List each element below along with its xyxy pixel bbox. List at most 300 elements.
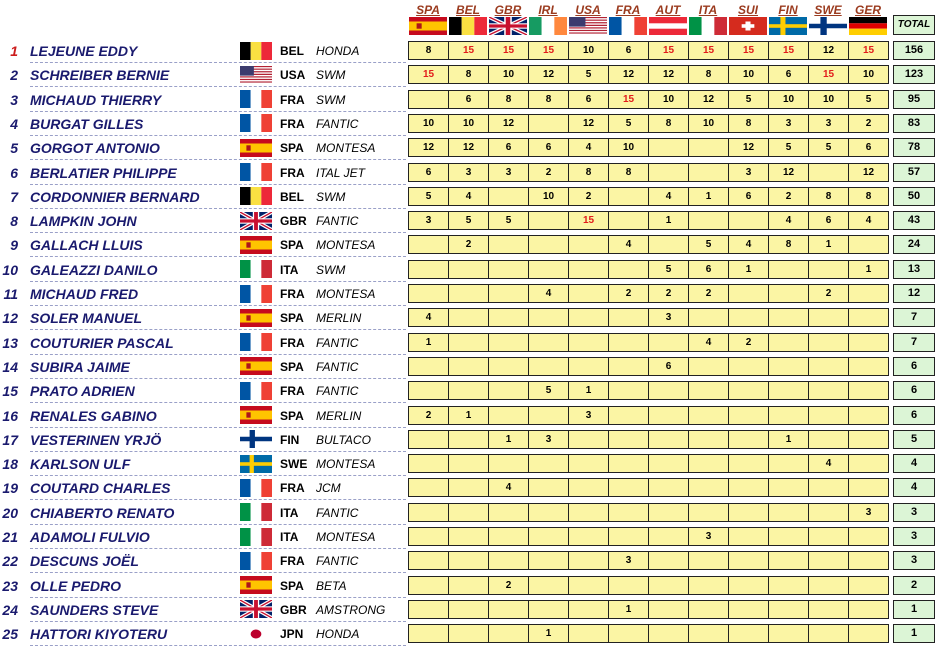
points-cell: 1 bbox=[688, 187, 729, 206]
points-cell: 6 bbox=[688, 260, 729, 279]
total-cell: 1 bbox=[893, 624, 935, 643]
nationality-code: FRA bbox=[280, 384, 305, 399]
points-cell bbox=[448, 527, 489, 546]
total-cell: 50 bbox=[893, 187, 935, 206]
points-cell: 12 bbox=[408, 138, 449, 157]
points-cell bbox=[848, 333, 889, 352]
points-cell: 8 bbox=[648, 114, 689, 133]
points-cell bbox=[728, 211, 769, 230]
rider-name: RENALES GABINO bbox=[30, 407, 157, 424]
italy-flag-icon bbox=[689, 17, 727, 35]
points-cell bbox=[568, 551, 609, 570]
points-cell: 3 bbox=[728, 163, 769, 182]
rider-name: GORGOT ANTONIO bbox=[30, 140, 160, 157]
germany-flag-icon bbox=[849, 17, 887, 35]
points-cell bbox=[648, 235, 689, 254]
points-cell bbox=[688, 454, 729, 473]
points-cell bbox=[608, 478, 649, 497]
points-cell: 4 bbox=[688, 333, 729, 352]
points-cell bbox=[408, 527, 449, 546]
japan-flag-icon bbox=[240, 625, 272, 643]
points-cell bbox=[568, 284, 609, 303]
rider-name: MICHAUD FRED bbox=[30, 286, 139, 302]
points-cell: 1 bbox=[648, 211, 689, 230]
motorcycle-make: MONTESA bbox=[316, 530, 376, 544]
points-cell bbox=[408, 260, 449, 279]
points-cell: 2 bbox=[448, 235, 489, 254]
round-header-usa: USA bbox=[575, 3, 601, 17]
points-cell: 2 bbox=[488, 576, 529, 595]
nationality-code: BEL bbox=[280, 44, 304, 58]
motorcycle-make: FANTIC bbox=[316, 116, 359, 131]
points-cell bbox=[488, 454, 529, 473]
points-cell bbox=[488, 187, 529, 206]
points-cell bbox=[648, 503, 689, 522]
points-cell bbox=[488, 624, 529, 643]
points-cell bbox=[848, 284, 889, 303]
points-cell bbox=[688, 357, 729, 376]
points-cell bbox=[728, 381, 769, 400]
points-cell bbox=[528, 406, 569, 425]
points-cell: 2 bbox=[848, 114, 889, 133]
nationality-code: SPA bbox=[280, 311, 304, 326]
motorcycle-make: SWM bbox=[316, 189, 346, 204]
points-cell bbox=[808, 478, 849, 497]
total-cell: 57 bbox=[893, 163, 935, 182]
finland-flag-icon bbox=[240, 430, 272, 448]
motorcycle-make: MONTESA bbox=[316, 238, 376, 253]
round-header-aut: AUT bbox=[655, 3, 681, 17]
points-cell: 15 bbox=[688, 41, 729, 60]
points-cell bbox=[608, 430, 649, 449]
motorcycle-make: FANTIC bbox=[316, 554, 359, 569]
points-cell: 12 bbox=[808, 41, 849, 60]
rider-name: COUTARD CHARLES bbox=[30, 480, 171, 497]
points-cell bbox=[528, 260, 569, 279]
points-cell bbox=[848, 600, 889, 619]
motorcycle-make: FANTIC bbox=[316, 214, 359, 229]
points-cell: 2 bbox=[648, 284, 689, 303]
points-cell: 6 bbox=[408, 163, 449, 182]
spain-flag-icon bbox=[240, 139, 272, 157]
points-cell: 2 bbox=[528, 163, 569, 182]
points-cell: 1 bbox=[408, 333, 449, 352]
points-cell: 1 bbox=[728, 260, 769, 279]
round-header-fin: FIN bbox=[778, 3, 798, 17]
points-cell bbox=[688, 551, 729, 570]
rank-number: 9 bbox=[10, 237, 18, 254]
points-cell: 2 bbox=[808, 284, 849, 303]
points-cell bbox=[768, 333, 809, 352]
rider-name: SCHREIBER BERNIE bbox=[30, 67, 170, 84]
points-cell bbox=[768, 454, 809, 473]
nationality-code: BEL bbox=[280, 189, 304, 204]
points-cell bbox=[448, 333, 489, 352]
nationality-code: USA bbox=[280, 68, 306, 83]
nationality-code: SPA bbox=[280, 238, 304, 253]
points-cell bbox=[528, 527, 569, 546]
rank-number: 16 bbox=[2, 407, 18, 424]
points-cell bbox=[568, 478, 609, 497]
points-cell bbox=[408, 576, 449, 595]
spain-flag-icon bbox=[240, 576, 272, 594]
round-header-gbr: GBR bbox=[494, 3, 522, 17]
points-cell: 8 bbox=[448, 65, 489, 84]
row-divider bbox=[30, 256, 406, 257]
row-divider bbox=[30, 524, 406, 525]
points-cell bbox=[608, 406, 649, 425]
points-cell: 8 bbox=[728, 114, 769, 133]
points-cell: 4 bbox=[728, 235, 769, 254]
points-cell: 15 bbox=[448, 41, 489, 60]
points-cell bbox=[808, 406, 849, 425]
points-cell bbox=[448, 284, 489, 303]
nationality-code: FRA bbox=[280, 165, 305, 180]
motorcycle-make: ITAL JET bbox=[316, 165, 365, 180]
total-cell: 2 bbox=[893, 576, 935, 595]
points-cell: 1 bbox=[528, 624, 569, 643]
points-cell bbox=[608, 454, 649, 473]
points-cell: 6 bbox=[488, 138, 529, 157]
rider-name: CHIABERTO RENATO bbox=[30, 504, 175, 521]
italy-flag-icon bbox=[240, 528, 272, 546]
points-cell: 10 bbox=[528, 187, 569, 206]
row-divider bbox=[30, 281, 406, 282]
points-cell: 15 bbox=[728, 41, 769, 60]
points-cell: 6 bbox=[528, 138, 569, 157]
rider-name: SUBIRA JAIME bbox=[30, 358, 130, 375]
points-cell: 10 bbox=[408, 114, 449, 133]
nationality-code: GBR bbox=[280, 602, 307, 617]
points-cell: 8 bbox=[608, 163, 649, 182]
points-cell: 12 bbox=[568, 114, 609, 133]
points-cell bbox=[808, 503, 849, 522]
rank-number: 23 bbox=[2, 577, 18, 594]
points-cell: 10 bbox=[568, 41, 609, 60]
points-cell bbox=[488, 235, 529, 254]
round-header-irl: IRL bbox=[538, 3, 558, 17]
motorcycle-make: FANTIC bbox=[316, 505, 359, 520]
points-cell bbox=[488, 284, 529, 303]
points-cell bbox=[448, 357, 489, 376]
points-cell: 6 bbox=[608, 41, 649, 60]
motorcycle-make: SWM bbox=[316, 262, 346, 277]
total-cell: 7 bbox=[893, 308, 935, 327]
rider-name: VESTERINEN YRJÖ bbox=[30, 431, 162, 448]
points-cell bbox=[648, 406, 689, 425]
points-cell: 6 bbox=[568, 90, 609, 109]
italy-flag-icon bbox=[240, 260, 272, 278]
points-cell bbox=[408, 357, 449, 376]
row-divider bbox=[30, 572, 406, 573]
row-divider bbox=[30, 378, 406, 379]
rank-number: 13 bbox=[2, 334, 18, 351]
row-divider bbox=[30, 427, 406, 428]
points-cell: 5 bbox=[488, 211, 529, 230]
points-cell: 12 bbox=[688, 90, 729, 109]
points-cell bbox=[688, 600, 729, 619]
motorcycle-make: MONTESA bbox=[316, 287, 376, 301]
total-cell: 3 bbox=[893, 527, 935, 546]
points-cell bbox=[488, 503, 529, 522]
points-cell: 10 bbox=[488, 65, 529, 84]
motorcycle-make: FANTIC bbox=[316, 384, 359, 399]
total-cell: 5 bbox=[893, 430, 935, 449]
points-cell: 15 bbox=[608, 90, 649, 109]
points-cell bbox=[688, 624, 729, 643]
total-cell: 95 bbox=[893, 90, 935, 109]
points-cell: 3 bbox=[528, 430, 569, 449]
rank-number: 4 bbox=[10, 115, 18, 132]
points-cell: 4 bbox=[568, 138, 609, 157]
france-flag-icon bbox=[240, 285, 272, 303]
points-cell bbox=[688, 308, 729, 327]
motorcycle-make: FANTIC bbox=[316, 335, 359, 350]
round-header-swe: SWE bbox=[814, 3, 842, 17]
row-divider bbox=[30, 305, 406, 306]
total-cell: 43 bbox=[893, 211, 935, 230]
points-cell: 4 bbox=[768, 211, 809, 230]
motorcycle-make: JCM bbox=[316, 481, 341, 496]
points-cell: 3 bbox=[608, 551, 649, 570]
points-cell bbox=[688, 503, 729, 522]
points-cell bbox=[448, 260, 489, 279]
points-cell: 5 bbox=[808, 138, 849, 157]
france-flag-icon bbox=[240, 163, 272, 181]
points-cell: 12 bbox=[608, 65, 649, 84]
rank-number: 14 bbox=[2, 358, 18, 375]
points-cell bbox=[808, 308, 849, 327]
points-cell: 8 bbox=[528, 90, 569, 109]
spain-flag-icon bbox=[240, 406, 272, 424]
points-cell bbox=[768, 624, 809, 643]
points-cell bbox=[848, 624, 889, 643]
points-cell: 12 bbox=[848, 163, 889, 182]
points-cell bbox=[808, 624, 849, 643]
points-cell bbox=[568, 527, 609, 546]
points-cell bbox=[768, 260, 809, 279]
points-cell bbox=[648, 163, 689, 182]
motorcycle-make: MERLIN bbox=[316, 311, 362, 326]
rank-number: 6 bbox=[10, 164, 18, 181]
rank-number: 22 bbox=[2, 553, 18, 570]
points-cell bbox=[448, 624, 489, 643]
total-cell: 6 bbox=[893, 381, 935, 400]
points-cell: 5 bbox=[728, 90, 769, 109]
nationality-code: FRA bbox=[280, 481, 305, 496]
points-cell bbox=[448, 454, 489, 473]
total-cell: 123 bbox=[893, 65, 935, 84]
nationality-code: ITA bbox=[280, 530, 299, 544]
points-cell bbox=[488, 260, 529, 279]
points-cell bbox=[408, 381, 449, 400]
points-cell bbox=[608, 333, 649, 352]
points-cell bbox=[768, 308, 809, 327]
row-divider bbox=[30, 232, 406, 233]
points-cell bbox=[608, 503, 649, 522]
points-cell bbox=[648, 333, 689, 352]
total-cell: 6 bbox=[893, 406, 935, 425]
points-cell: 4 bbox=[608, 235, 649, 254]
points-cell bbox=[728, 600, 769, 619]
nationality-code: JPN bbox=[280, 627, 304, 642]
points-cell: 12 bbox=[768, 163, 809, 182]
points-cell bbox=[688, 478, 729, 497]
points-cell bbox=[768, 478, 809, 497]
points-cell: 5 bbox=[608, 114, 649, 133]
rank-number: 20 bbox=[2, 504, 18, 521]
points-cell bbox=[768, 406, 809, 425]
points-cell bbox=[448, 430, 489, 449]
points-cell: 15 bbox=[408, 65, 449, 84]
round-header-ger: GER bbox=[854, 3, 881, 17]
points-cell bbox=[608, 308, 649, 327]
points-cell: 1 bbox=[808, 235, 849, 254]
nationality-code: SWE bbox=[280, 457, 308, 472]
round-header-fra: FRA bbox=[615, 3, 641, 17]
spain-flag-icon bbox=[240, 236, 272, 254]
points-cell: 2 bbox=[768, 187, 809, 206]
rider-name: DESCUNS JOËL bbox=[30, 553, 139, 570]
points-cell: 12 bbox=[728, 138, 769, 157]
belgium-flag-icon bbox=[240, 187, 272, 205]
points-cell: 1 bbox=[608, 600, 649, 619]
points-cell bbox=[408, 454, 449, 473]
points-cell bbox=[688, 430, 729, 449]
points-cell: 3 bbox=[768, 114, 809, 133]
total-cell: 83 bbox=[893, 114, 935, 133]
points-cell: 3 bbox=[648, 308, 689, 327]
points-cell bbox=[528, 576, 569, 595]
points-cell bbox=[728, 503, 769, 522]
points-cell bbox=[728, 624, 769, 643]
points-cell bbox=[568, 333, 609, 352]
points-cell: 10 bbox=[808, 90, 849, 109]
points-cell bbox=[528, 454, 569, 473]
motorcycle-make: HONDA bbox=[316, 627, 360, 642]
rank-number: 12 bbox=[2, 310, 18, 327]
points-cell: 3 bbox=[488, 163, 529, 182]
points-cell bbox=[808, 551, 849, 570]
points-cell: 3 bbox=[448, 163, 489, 182]
row-divider bbox=[30, 499, 406, 500]
points-cell: 1 bbox=[448, 406, 489, 425]
total-cell: 6 bbox=[893, 357, 935, 376]
rider-name: BERLATIER PHILIPPE bbox=[30, 164, 177, 181]
points-cell bbox=[848, 381, 889, 400]
points-cell bbox=[728, 406, 769, 425]
nationality-code: FIN bbox=[280, 432, 300, 447]
points-cell: 10 bbox=[768, 90, 809, 109]
rank-number: 3 bbox=[10, 91, 18, 108]
points-cell bbox=[608, 211, 649, 230]
row-divider bbox=[30, 184, 406, 185]
austria-flag-icon bbox=[649, 17, 687, 35]
points-cell bbox=[648, 454, 689, 473]
nationality-code: ITA bbox=[280, 505, 299, 520]
switzerland-flag-icon bbox=[729, 17, 767, 35]
points-cell bbox=[728, 527, 769, 546]
points-cell bbox=[408, 235, 449, 254]
rider-name: CORDONNIER BERNARD bbox=[30, 188, 200, 205]
points-cell bbox=[648, 381, 689, 400]
points-cell bbox=[448, 576, 489, 595]
rank-number: 24 bbox=[2, 601, 18, 618]
motorcycle-make: FANTIC bbox=[316, 359, 359, 374]
points-cell bbox=[768, 527, 809, 546]
usa-flag-icon bbox=[569, 17, 607, 35]
points-cell bbox=[848, 357, 889, 376]
points-cell: 10 bbox=[608, 138, 649, 157]
motorcycle-make: SWM bbox=[316, 68, 346, 83]
rank-number: 5 bbox=[10, 140, 18, 157]
nationality-code: SPA bbox=[280, 408, 304, 423]
points-cell: 4 bbox=[648, 187, 689, 206]
spain-flag-icon bbox=[409, 17, 447, 35]
rider-name: HATTORI KIYOTERU bbox=[30, 626, 168, 643]
points-cell bbox=[528, 235, 569, 254]
points-cell bbox=[688, 211, 729, 230]
points-cell: 15 bbox=[848, 41, 889, 60]
points-cell bbox=[448, 478, 489, 497]
points-cell bbox=[488, 357, 529, 376]
points-cell bbox=[528, 114, 569, 133]
points-cell: 3 bbox=[688, 527, 729, 546]
points-cell bbox=[768, 357, 809, 376]
points-cell bbox=[848, 406, 889, 425]
row-divider bbox=[30, 159, 406, 160]
points-cell: 3 bbox=[408, 211, 449, 230]
points-cell bbox=[608, 624, 649, 643]
points-cell: 6 bbox=[808, 211, 849, 230]
points-cell: 4 bbox=[408, 308, 449, 327]
points-cell bbox=[568, 357, 609, 376]
points-cell bbox=[848, 478, 889, 497]
total-cell: 156 bbox=[893, 41, 935, 60]
rider-name: KARLSON ULF bbox=[30, 456, 131, 473]
points-cell bbox=[408, 624, 449, 643]
usa-flag-icon bbox=[240, 66, 272, 84]
points-cell: 15 bbox=[808, 65, 849, 84]
points-cell bbox=[488, 551, 529, 570]
rank-number: 2 bbox=[10, 67, 18, 84]
nationality-code: FRA bbox=[280, 287, 305, 301]
points-cell bbox=[488, 527, 529, 546]
row-divider bbox=[30, 135, 406, 136]
round-header-sui: SUI bbox=[737, 3, 758, 17]
france-flag-icon bbox=[240, 114, 272, 132]
points-cell bbox=[488, 308, 529, 327]
total-cell: 4 bbox=[893, 478, 935, 497]
points-cell bbox=[808, 527, 849, 546]
points-cell: 3 bbox=[848, 503, 889, 522]
motorcycle-make: HONDA bbox=[316, 44, 360, 58]
points-cell bbox=[448, 551, 489, 570]
points-cell bbox=[408, 90, 449, 109]
points-cell bbox=[728, 478, 769, 497]
rank-number: 10 bbox=[2, 261, 18, 278]
belgium-flag-icon bbox=[449, 17, 487, 35]
points-cell: 10 bbox=[448, 114, 489, 133]
rider-name: GALEAZZI DANILO bbox=[30, 261, 158, 278]
row-divider bbox=[30, 402, 406, 403]
points-cell: 5 bbox=[448, 211, 489, 230]
points-cell: 6 bbox=[728, 187, 769, 206]
row-divider bbox=[30, 208, 406, 209]
points-cell bbox=[808, 600, 849, 619]
points-cell: 1 bbox=[568, 381, 609, 400]
points-cell bbox=[688, 163, 729, 182]
